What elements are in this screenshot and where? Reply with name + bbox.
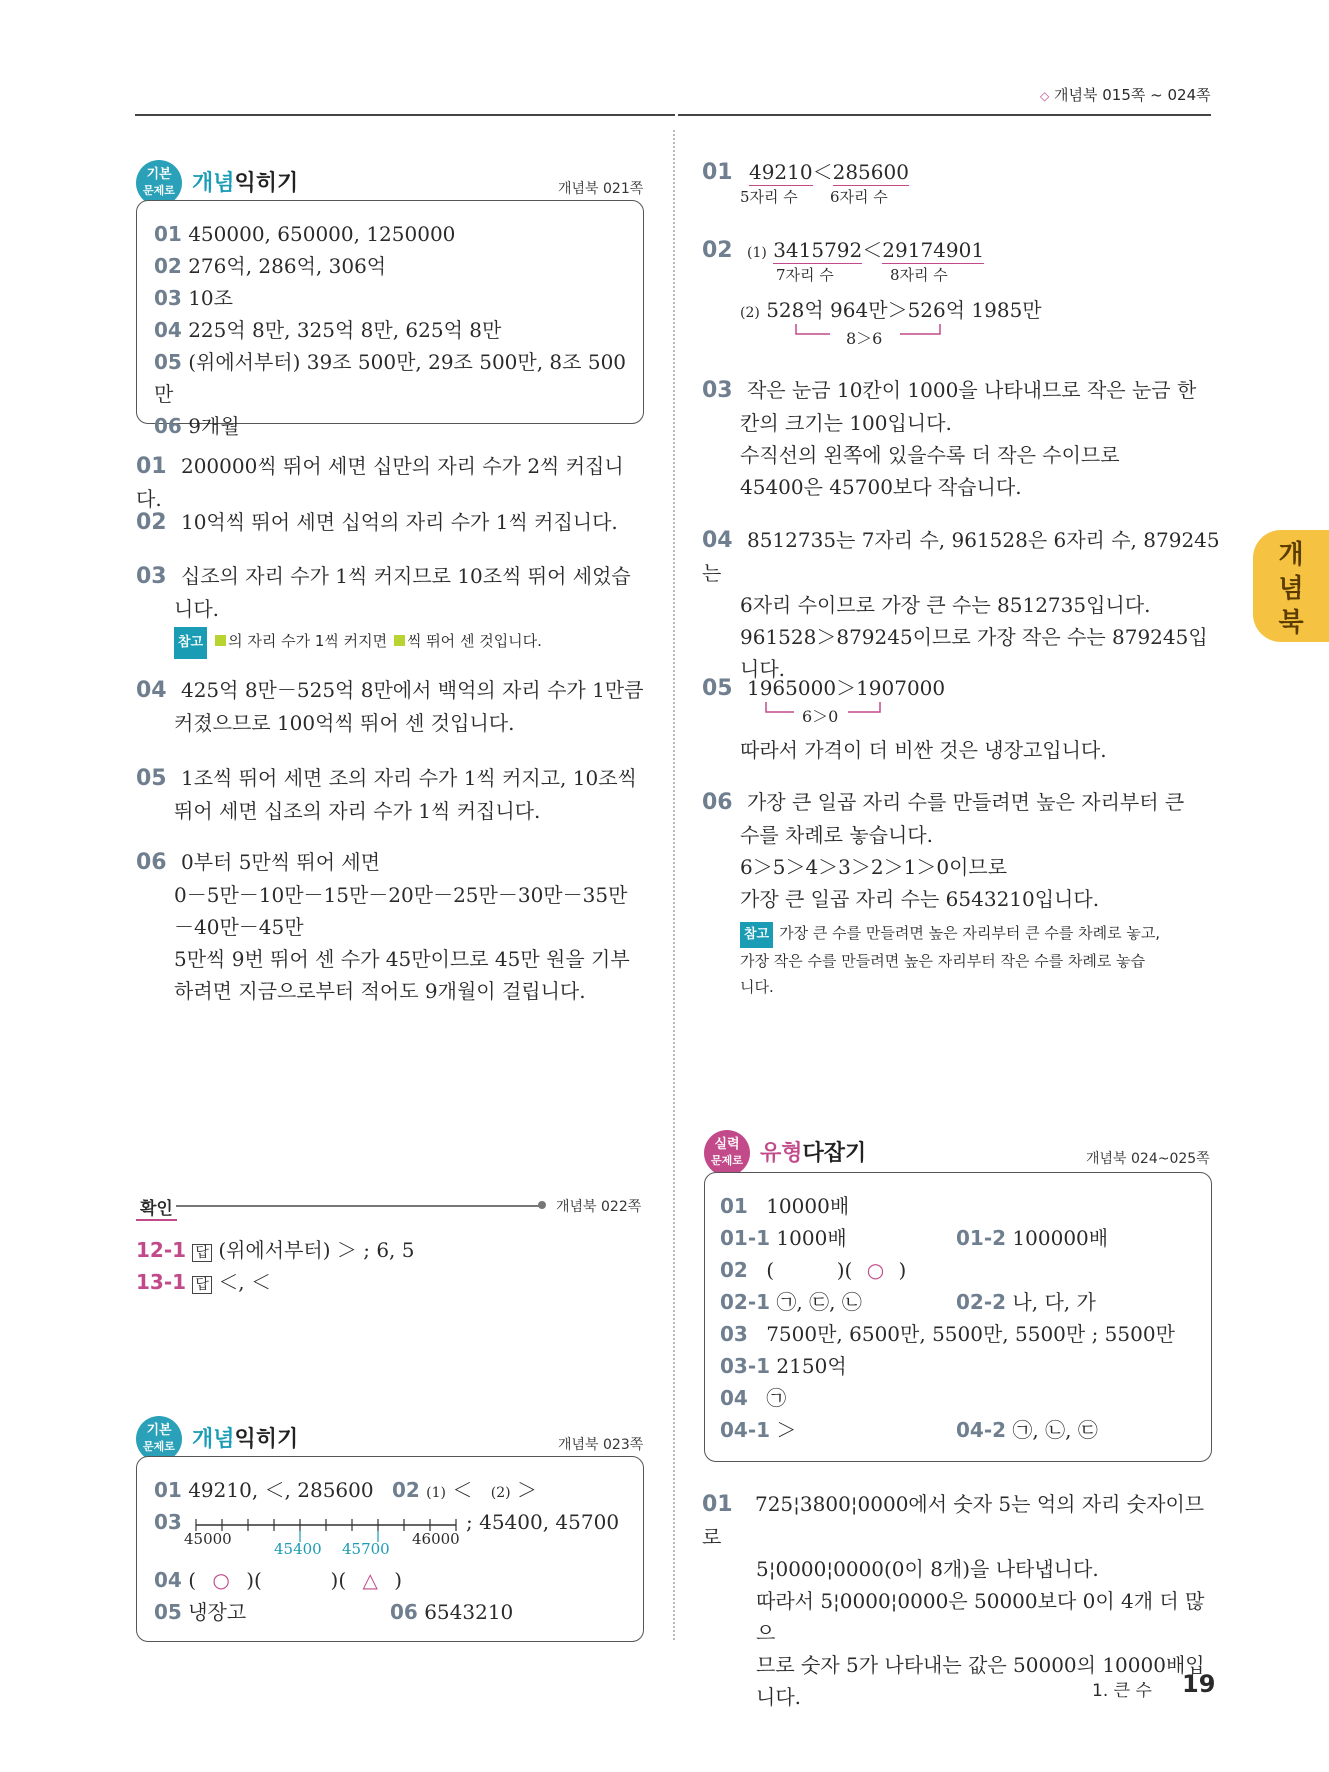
- side-tab[interactable]: [1253, 530, 1329, 642]
- expl-text: 45400은 45700보다 작습니다.: [740, 475, 1022, 499]
- paren: ): [330, 1568, 339, 1592]
- expl-text: 1조씩 뛰어 세면 조의 자리 수가 1씩 커지고, 10조씩: [180, 766, 637, 790]
- title-part-a: 개념: [192, 171, 235, 196]
- answer-row: [154, 346, 634, 410]
- expl-text: 10억씩 뛰어 세면 십억의 자리 수가 1씩 커집니다.: [180, 510, 618, 534]
- paren: (: [188, 1568, 197, 1592]
- title-part-b: 익히기: [234, 1427, 299, 1452]
- compare-left: 49210: [748, 160, 813, 184]
- answer-num: 04: [154, 1568, 182, 1592]
- right-expl-03: [702, 374, 1222, 503]
- answer-num: 04: [154, 318, 182, 342]
- paren: ): [898, 1258, 907, 1282]
- digit-label: 8자리 수: [890, 266, 948, 284]
- answer-text: ＞: [516, 1478, 537, 1502]
- answer-num: 06: [154, 414, 182, 438]
- expl-num: 02: [136, 510, 167, 535]
- note-text: 니다.: [740, 978, 774, 996]
- badge-line2: 문제로: [711, 1154, 743, 1167]
- badge-line1: 기본: [146, 1423, 172, 1438]
- sub-label: (2): [490, 1485, 511, 1501]
- confirm-num: 13-1: [136, 1270, 187, 1294]
- explanation-05: [136, 762, 656, 827]
- right-expl-06: [702, 786, 1222, 915]
- expl-text: 6자리 수이므로 가장 큰 수는 8512735입니다.: [740, 593, 1151, 617]
- confirm-label: 확인: [136, 1194, 177, 1221]
- answer-num: 03-1: [720, 1354, 771, 1378]
- paren: ): [394, 1568, 403, 1592]
- answer-text: ㉠, ㉡, ㉢: [1012, 1418, 1098, 1442]
- paren: )(: [836, 1258, 853, 1282]
- compare-left: 3415792: [773, 238, 863, 262]
- expl-text: 따라서 5¦0000¦0000은 50000보다 0이 4개 더 많으: [756, 1589, 1205, 1645]
- expl-text: 작은 눈금 10칸이 1000을 나타내므로 작은 눈금 한: [746, 378, 1197, 402]
- section-ref: 개념북 024~025쪽: [1086, 1151, 1210, 1167]
- answer-row: [154, 1474, 537, 1509]
- paren: (: [254, 1568, 262, 1592]
- expl-text: 961528＞879245이므로 가장 작은 수는 879245입: [740, 625, 1208, 649]
- side-tab-l1: 개: [1278, 540, 1304, 570]
- answer-row: [154, 1564, 402, 1596]
- answer-text: (위에서부터) 39조 500만, 29조 500만, 8조 500만: [154, 350, 627, 406]
- note-tag: 참고: [740, 922, 773, 948]
- answer-text: 나, 다, 가: [1012, 1290, 1096, 1314]
- expl-num: 01: [136, 454, 167, 479]
- expl-text: 가장 큰 일곱 자리 수는 6543210입니다.: [740, 887, 1100, 911]
- expl-num: 03: [702, 378, 733, 403]
- section-title: [760, 1136, 866, 1167]
- answer-text: 49210, ＜, 285600: [188, 1478, 374, 1502]
- column-divider: [673, 130, 675, 1640]
- answer-text: 100000배: [1012, 1226, 1109, 1250]
- expl-text: 725¦3800¦0000에서 숫자 5는 억의 자리 숫자이므로: [702, 1492, 1205, 1549]
- expl-text: 5만씩 9번 뛰어 센 수가 45만이므로 45만 원을 기부: [174, 947, 630, 971]
- section-badge: [704, 1130, 750, 1176]
- compare-op: ＜: [862, 238, 883, 262]
- answer-num: 01-2: [956, 1226, 1007, 1250]
- answer-num: 01: [154, 1478, 182, 1502]
- title-part-b: 다잡기: [802, 1141, 867, 1166]
- answer-text: 450000, 650000, 1250000: [188, 222, 456, 246]
- expl-text: 0부터 5만씩 뛰어 세면: [180, 850, 381, 874]
- expl-text: 하려면 지금으로부터 적어도 9개월이 걸립니다.: [174, 979, 586, 1003]
- answer-num: 04: [720, 1386, 748, 1410]
- answer-mark-icon: 답: [192, 1244, 212, 1262]
- header-ref-text: 개념북 015쪽 ~ 024쪽: [1054, 86, 1211, 104]
- answer-row: [154, 1506, 182, 1538]
- expl-text: 커졌으므로 100억씩 뛰어 센 것입니다.: [174, 711, 515, 735]
- expl-num: 06: [702, 790, 733, 815]
- compare-right: 1907000: [856, 676, 946, 700]
- title-part-a: 개념: [192, 1427, 235, 1452]
- compare-right: 29174901: [882, 238, 985, 262]
- confirm-num: 12-1: [136, 1238, 187, 1262]
- expl-num: 05: [136, 766, 167, 791]
- answer-num: 02-2: [956, 1290, 1007, 1314]
- answer-row: [720, 1190, 849, 1222]
- footer-chapter: 1. 큰 수: [1092, 1681, 1152, 1701]
- header-ref: [1040, 84, 1211, 105]
- answer-num: 02-1: [720, 1290, 771, 1314]
- answer-row: [720, 1414, 796, 1446]
- answer-row: [154, 1596, 246, 1628]
- digit-label: 5자리 수: [740, 188, 798, 206]
- expl-num: 04: [136, 678, 167, 703]
- answer-text: ㉠: [766, 1386, 787, 1410]
- explanation-03: [136, 560, 656, 659]
- explanation-02: [136, 506, 646, 539]
- answer-text: ㉠, ㉢, ㉡: [776, 1290, 862, 1314]
- compare-op: ＜: [812, 160, 833, 184]
- expl-text: 므로 숫자 5가 나타내는 값은 50000의 10000배입: [756, 1653, 1205, 1677]
- section-ref: 개념북 023쪽: [558, 1437, 644, 1453]
- answer-row: [720, 1254, 906, 1286]
- expl-text: 5¦0000¦0000(0이 8개)을 나타냅니다.: [756, 1557, 1099, 1581]
- title-part-b: 익히기: [234, 171, 299, 196]
- number-line-mark: 45400: [274, 1540, 322, 1558]
- compare-right: 285600: [832, 160, 909, 184]
- compare-note: 8＞6: [846, 329, 883, 348]
- answer-row: [390, 1596, 513, 1628]
- answer-row: [154, 282, 634, 314]
- expl-text: 니다.: [174, 597, 219, 621]
- digit-label: 6자리 수: [830, 188, 888, 206]
- answer-num: 04-2: [956, 1418, 1007, 1442]
- confirm-row: [136, 1234, 415, 1269]
- side-tab-l2: 념: [1278, 574, 1304, 604]
- compare-op: ＞: [836, 676, 857, 700]
- answer-num: 06: [390, 1600, 418, 1624]
- confirm-text: ＜, ＜: [218, 1270, 272, 1294]
- note-text: 가장 작은 수를 만들려면 높은 자리부터 작은 수를 차례로 놓습: [740, 952, 1146, 970]
- expl-text: 십조의 자리 수가 1씩 커지므로 10조씩 뛰어 세었습: [180, 564, 631, 588]
- sub-label: (2): [740, 305, 760, 321]
- expl-num: 04: [702, 528, 733, 553]
- answer-num: 02: [154, 254, 182, 278]
- answer-row: [720, 1222, 847, 1254]
- answer-text: 276억, 286억, 306억: [188, 254, 387, 278]
- answer-text: 냉장고: [188, 1600, 247, 1624]
- number-line-left: 45000: [184, 1530, 232, 1548]
- expl-text: 425억 8만－525억 8만에서 백억의 자리 수가 1만큼: [180, 678, 644, 702]
- page-number: 19: [1182, 1670, 1216, 1698]
- answer-row: [720, 1350, 847, 1382]
- paren: (: [338, 1568, 347, 1592]
- answer-text: 6543210: [424, 1600, 514, 1624]
- paren: ): [246, 1568, 254, 1592]
- digit-label: 7자리 수: [776, 266, 834, 284]
- answer-row: [154, 410, 634, 442]
- confirm-text: (위에서부터) ＞ ; 6, 5: [218, 1238, 415, 1262]
- expl-text: 6＞5＞4＞3＞2＞1＞0이므로: [740, 855, 1008, 879]
- note-tag: 참고: [174, 627, 207, 659]
- circle-mark-icon: ○: [212, 1568, 230, 1592]
- badge-line2: 문제로: [143, 1440, 175, 1453]
- answer-mark-icon: 답: [192, 1276, 212, 1294]
- answer-row: [720, 1286, 862, 1318]
- paren: (: [766, 1258, 775, 1282]
- badge-line1: 기본: [146, 167, 172, 182]
- expl-text: 수를 차례로 놓습니다.: [740, 823, 933, 847]
- note-text: 의 자리 수가 1씩 커지면: [228, 632, 388, 650]
- answer-row: [956, 1286, 1096, 1318]
- number-line-right: 46000: [412, 1530, 460, 1548]
- section-title: [192, 166, 298, 197]
- right-expl-01: [702, 156, 909, 189]
- answer-text: 1000배: [776, 1226, 847, 1250]
- triangle-mark-icon: △: [362, 1568, 378, 1592]
- answer-num: 02: [391, 1478, 420, 1502]
- answer-text: ＜: [452, 1478, 473, 1502]
- answer-row: [956, 1414, 1098, 1446]
- number-line-mark: 45700: [342, 1540, 390, 1558]
- confirm-row: [136, 1266, 271, 1301]
- confirm-ref: 개념북 022쪽: [556, 1199, 642, 1215]
- blank-square-icon: [215, 635, 226, 646]
- compare-left: 528억 964만: [766, 298, 888, 322]
- side-tab-l3: 북: [1278, 608, 1304, 638]
- expl-text: 200000씩 뛰어 세면 십만의 자리 수가 2씩 커집니다.: [136, 454, 624, 511]
- confirm-dot: [538, 1201, 546, 1209]
- answer-num: 03: [720, 1322, 748, 1346]
- title-part-a: 유형: [760, 1141, 803, 1166]
- compare-left: 1965000: [746, 676, 837, 700]
- note: [174, 625, 656, 659]
- compare-note: 6＞0: [802, 707, 839, 726]
- section-ref: 개념북 021쪽: [558, 181, 644, 197]
- answer-text: 9개월: [188, 414, 240, 438]
- answer-num: 03: [154, 286, 182, 310]
- answer-text: 10조: [188, 286, 233, 310]
- expl-text: 칸의 크기는 100입니다.: [740, 411, 952, 435]
- answer-num: 05: [154, 1600, 182, 1624]
- confirm-rule: [176, 1205, 540, 1207]
- expl-text: 0－5만－10만－15만－20만－25만－30만－35만: [174, 883, 628, 907]
- answer-row: [154, 314, 634, 346]
- answer-text: ; 45400, 45700: [466, 1510, 620, 1534]
- answer-num: 01-1: [720, 1226, 771, 1250]
- answer-text: 10000배: [766, 1194, 850, 1218]
- note: [740, 920, 1220, 1000]
- answer-text: 2150억: [776, 1354, 847, 1378]
- circle-mark-icon: ○: [866, 1258, 885, 1282]
- answer-row: [154, 218, 634, 250]
- expl-text: 8512735는 7자리 수, 961528은 6자리 수, 879245는: [702, 528, 1220, 585]
- expl-text: 니다.: [756, 1685, 801, 1709]
- answer-num: 01: [720, 1194, 748, 1218]
- top-rule-right: [678, 114, 1211, 116]
- answer-num: 01: [154, 222, 182, 246]
- right-expl-04: [702, 524, 1222, 685]
- answer-row: [720, 1318, 1175, 1350]
- expl-num: 06: [136, 850, 167, 875]
- blank-square-icon: [394, 635, 405, 646]
- expl-text: 수직선의 왼쪽에 있을수록 더 작은 수이므로: [740, 443, 1120, 467]
- diamond-icon: ◇: [1040, 89, 1050, 103]
- answer-list: [154, 218, 634, 442]
- explanation-06: [136, 846, 666, 1007]
- note-text: 가장 큰 수를 만들려면 높은 자리부터 큰 수를 차례로 놓고,: [779, 924, 1161, 942]
- expl-num: 02: [702, 238, 733, 263]
- compare-right: 526억 1985만: [907, 298, 1042, 322]
- expl-num: 01: [702, 160, 733, 185]
- expl-text: 따라서 가격이 더 비싼 것은 냉장고입니다.: [740, 738, 1107, 762]
- badge-line2: 문제로: [143, 184, 175, 197]
- explanation-04: [136, 674, 656, 739]
- expl-num: 01: [702, 1492, 733, 1517]
- sub-label: (1): [426, 1485, 447, 1501]
- answer-num: 04-1: [720, 1418, 771, 1442]
- top-rule-left: [135, 114, 675, 116]
- answer-row: [956, 1222, 1108, 1254]
- section-title: [192, 1422, 298, 1453]
- badge-line1: 실력: [714, 1137, 740, 1152]
- expl-num: 03: [136, 564, 167, 589]
- expl-text: 뛰어 세면 십조의 자리 수가 1씩 커집니다.: [174, 799, 541, 823]
- expl-text: 니다.: [740, 657, 785, 681]
- expl-num: 05: [702, 676, 733, 701]
- note-text: 씩 뛰어 센 것입니다.: [406, 632, 542, 650]
- answer-num: 05: [154, 350, 182, 374]
- answer-num: 02: [720, 1258, 748, 1282]
- expl-text: －40만－45만: [174, 915, 304, 939]
- answer-text: ＞: [776, 1418, 797, 1442]
- answer-row: [720, 1382, 786, 1414]
- compare-op: ＞: [887, 298, 908, 322]
- answer-text: 7500만, 6500만, 5500만, 5500만 ; 5500만: [766, 1322, 1175, 1346]
- answer-row: [154, 250, 634, 282]
- answer-num: 03: [154, 1510, 182, 1534]
- answer-text: 225억 8만, 325억 8만, 625억 8만: [188, 318, 502, 342]
- sub-label: (1): [746, 245, 767, 261]
- expl-text: 가장 큰 일곱 자리 수를 만들려면 높은 자리부터 큰: [746, 790, 1185, 814]
